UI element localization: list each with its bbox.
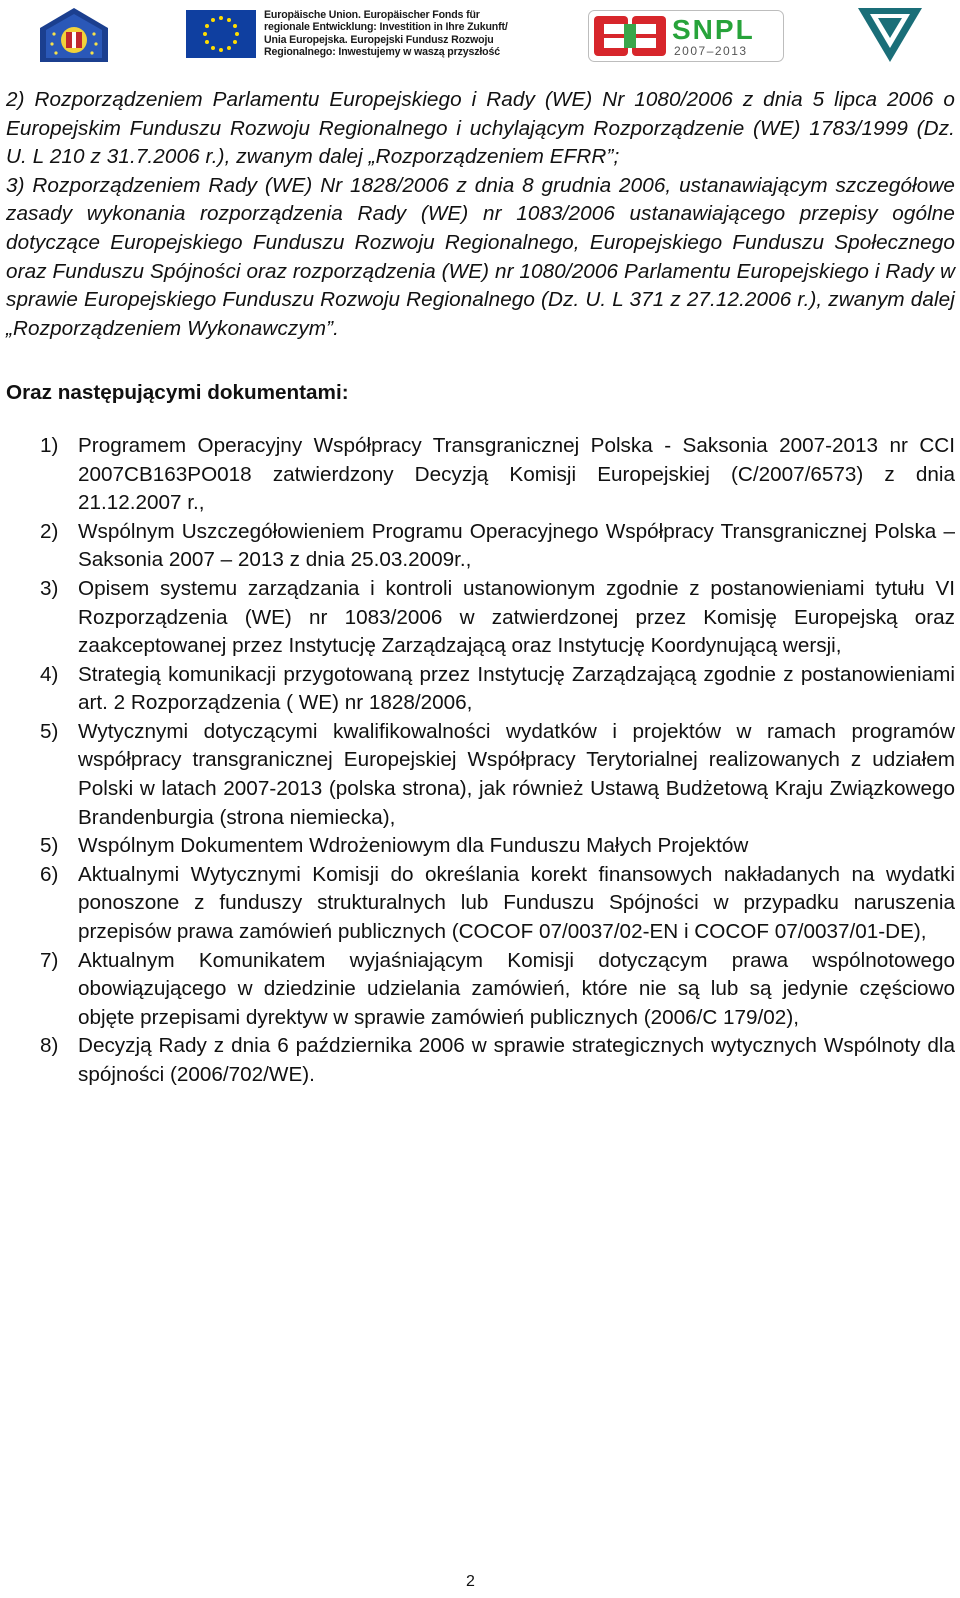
list-item-text: Strategią komunikacji przygotowaną przez Instytucję Zarządzającą zgodnie z postanowieniami art. 2 Rozporządzenia ( WE) nr 1828/2006, bbox=[78, 662, 955, 715]
list-item-number: 5) bbox=[40, 719, 59, 743]
page-number: 2 bbox=[466, 1573, 475, 1590]
snpl-logo-word: SNPL bbox=[672, 14, 755, 45]
list-item bbox=[6, 861, 955, 947]
intro-regulations bbox=[6, 86, 955, 343]
list-item-text: Opisem systemu zarządzania i kontroli ustanowionym zgodnie z postanowieniami tytułu VI Rozporządzenia (WE) nr 1083/2006 w zatwierdzonej przez Komisję Europejską oraz zaakceptowanej przez Instytucję Zarządzającą oraz Instytucję Koordynującą wersji, bbox=[78, 576, 955, 658]
eu-fund-logo-text bbox=[264, 9, 514, 58]
euroregion-crest-logo bbox=[36, 6, 112, 64]
list-item-text: Wytycznymi dotyczącymi kwalifikowalności wydatków i projektów w ramach programów współpracy transgranicznej Europejskiej Współpracy Terytorialnej realizowanych z udziałem Polski w latach 2007-2013 (polska strona), jak również Ustawą Budżetową Kraju Związkowego Brandenburgia (strona niemiecka), bbox=[78, 719, 955, 829]
intro-paragraph: 2) Rozporządzeniem Parlamentu Europejskiego i Rady (WE) Nr 1080/2006 z dnia 5 lipca 2006 o Europejskim Funduszu Rozwoju Regionalnego i uchylającym Rozporządzenie (WE) 1783/1999 (Dz. U. L 210 z 31.7.2006 r.), zwanym dalej „Rozporządzeniem EFRR”; bbox=[6, 88, 955, 169]
list-item-text: Aktualnymi Wytycznymi Komisji do określania korekt finansowych nakładanych na wydatki ponoszone z funduszy strukturalnych lub Funduszu Spójności w przypadku naruszenia przepisów prawa zamówień publicznych (COCOF 07/0037/02-EN i COCOF 07/0037/01-DE), bbox=[78, 862, 955, 944]
eu-logo-line: Europäische Union. Europäischer Fonds für bbox=[264, 9, 480, 21]
list-item bbox=[6, 947, 955, 1033]
document-body bbox=[6, 86, 955, 1090]
list-item bbox=[6, 432, 955, 518]
snpl-program-logo bbox=[588, 10, 784, 62]
list-item-number: 1) bbox=[40, 433, 59, 457]
documents-list bbox=[6, 432, 955, 1090]
list-item-number: 8) bbox=[40, 1034, 59, 1058]
eu-logo-line: regionale Entwicklung: Investition in Ihre Zukunft/ bbox=[264, 21, 508, 34]
snpl-logo-years: 2007–2013 bbox=[674, 44, 748, 58]
list-item-number: 2) bbox=[40, 519, 59, 543]
list-item-text: Programem Operacyjny Współpracy Transgranicznej Polska - Saksonia 2007-2013 nr CCI 2007CB163PO018 zatwierdzony Decyzją Komisji Europejskiej (C/2007/6573) z dnia 21.12.2007 r., bbox=[78, 433, 955, 515]
eu-logo-line: Unia Europejska. Europejski Fundusz Rozwoju bbox=[264, 33, 494, 46]
eu-flag-logo bbox=[186, 10, 256, 58]
list-item-text: Wspólnym Dokumentem Wdrożeniowym dla Funduszu Małych Projektów bbox=[78, 834, 749, 858]
list-item-number: 6) bbox=[40, 862, 59, 886]
list-item bbox=[6, 832, 955, 861]
intro-paragraph: 3) Rozporządzeniem Rady (WE) Nr 1828/2006 z dnia 8 grudnia 2006, ustanawiającym szczegółowe zasady wykonania rozporządzenia Rady (WE) nr 1083/2006 ustanawiającego przepisy ogólne dotyczące Europejskiego Funduszu Rozwoju Regionalnego, Europejskiego Funduszu Społecznego oraz Funduszu Spójności oraz rozporządzenia (WE) nr 1080/2006 Parlamentu Europejskiego i Rady w sprawie Europejskiego Funduszu Rozwoju Regionalnego (Dz. U. L 371 z 27.12.2006 r.), zwanym dalej „Rozporządzeniem Wykonawczym”. bbox=[6, 173, 955, 340]
list-item-text: Wspólnym Uszczegółowieniem Programu Operacyjnego Współpracy Transgranicznej Polska – Saksonia 2007 – 2013 z dnia 25.03.2009r., bbox=[78, 519, 955, 572]
teal-triangle-logo bbox=[856, 6, 924, 64]
list-item-number: 5) bbox=[40, 834, 59, 858]
header-logo-bar bbox=[0, 0, 960, 70]
list-item-text: Aktualnym Komunikatem wyjaśniającym Komisji dotyczącym prawa wspólnotowego obowiązującego w dziedzinie udzielania zamówień, które nie są lub są jedynie częściowo objęte przepisami dyrektyw w sprawie zamówień publicznych (2006/C 179/02), bbox=[78, 948, 955, 1029]
list-item bbox=[6, 1032, 955, 1089]
list-item-number: 4) bbox=[40, 662, 59, 686]
eu-logo-line: Regionalnego: Inwestujemy w waszą przyszłość bbox=[264, 45, 500, 58]
list-item bbox=[6, 575, 955, 661]
list-item bbox=[6, 518, 955, 575]
list-item-number: 7) bbox=[40, 948, 59, 972]
list-item-text: Decyzją Rady z dnia 6 października 2006 w sprawie strategicznych wytycznych Wspólnoty dla spójności (2006/702/WE). bbox=[78, 1034, 955, 1086]
list-item bbox=[6, 661, 955, 718]
section-heading: Oraz następującymi dokumentami: bbox=[6, 381, 349, 405]
list-item-number: 3) bbox=[40, 576, 59, 600]
list-item bbox=[6, 718, 955, 832]
